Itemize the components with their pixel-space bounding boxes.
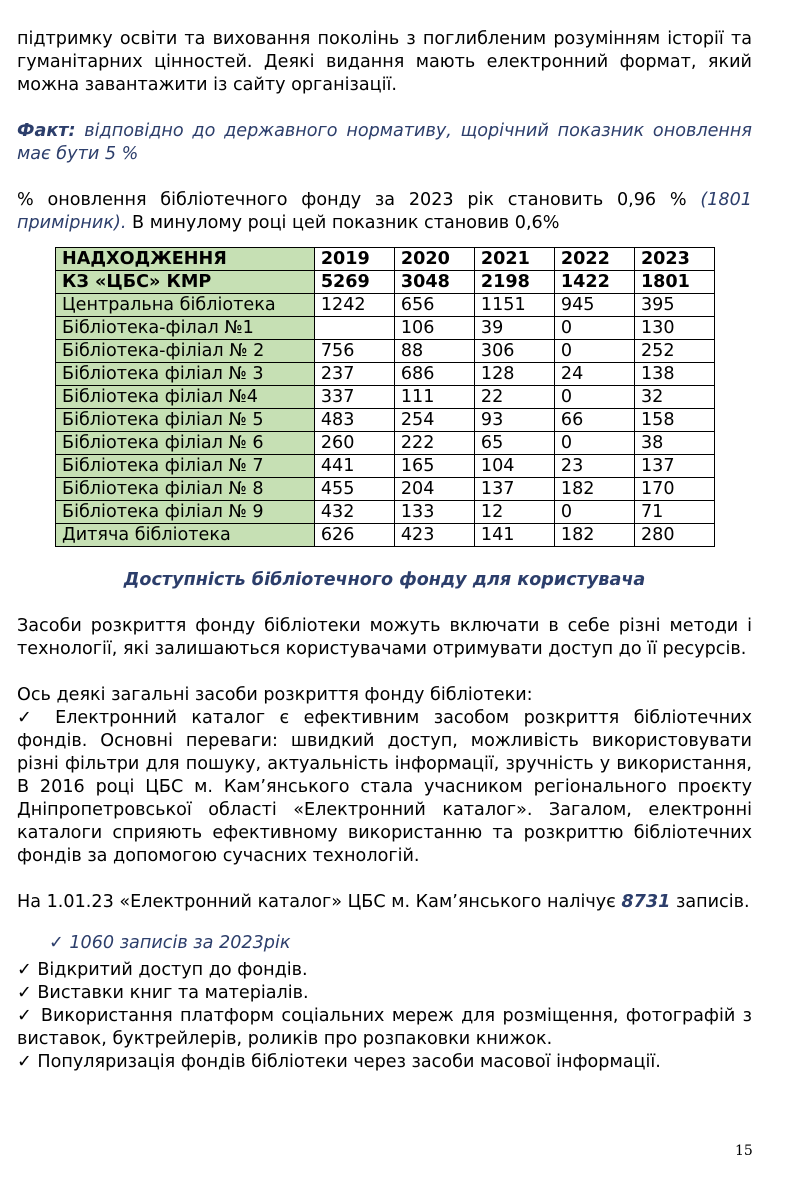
value-cell: 2021 [474, 248, 554, 271]
value-cell: 423 [394, 524, 474, 547]
value-cell: 32 [634, 386, 714, 409]
row-label-cell: Бібліотека філіал № 7 [56, 455, 315, 478]
row-label-cell: Бібліотека філіал № 8 [56, 478, 315, 501]
table-row [56, 317, 715, 340]
value-cell: 128 [474, 363, 554, 386]
value-cell: 756 [314, 340, 394, 363]
table-row [56, 248, 715, 271]
value-cell: 3048 [394, 271, 474, 294]
row-label-cell: Бібліотека-філіал № 2 [56, 340, 315, 363]
value-cell: 626 [314, 524, 394, 547]
value-cell: 2198 [474, 271, 554, 294]
table-row [56, 524, 715, 547]
value-cell: 38 [634, 432, 714, 455]
value-cell: 0 [554, 386, 634, 409]
value-cell: 455 [314, 478, 394, 501]
value-cell: 1151 [474, 294, 554, 317]
document-page [17, 28, 752, 1074]
value-cell: 165 [394, 455, 474, 478]
value-cell: 182 [554, 478, 634, 501]
value-cell: 483 [314, 409, 394, 432]
records-paragraph [17, 891, 752, 914]
value-cell: 1242 [314, 294, 394, 317]
checklist-item: ✓ Відкритий доступ до фондів. [17, 960, 308, 980]
value-cell: 395 [634, 294, 714, 317]
fact-text: відповідно до державного нормативу, щорічний показник оновлення має бути 5 % [17, 121, 752, 164]
some-means-paragraph: Ось деякі загальні засоби розкриття фонду бібліотеки: [17, 685, 533, 705]
checklist-item: ✓ Виставки книг та матеріалів. [17, 983, 309, 1003]
value-cell [314, 317, 394, 340]
value-cell: 0 [554, 340, 634, 363]
value-cell: 656 [394, 294, 474, 317]
value-cell: 280 [634, 524, 714, 547]
records-text-end: записів. [670, 892, 750, 912]
page-number: 15 [735, 1143, 753, 1159]
value-cell: 170 [634, 478, 714, 501]
value-cell: 137 [634, 455, 714, 478]
value-cell: 88 [394, 340, 474, 363]
renewal-text-end: В минулому році цей показник становив 0,6% [126, 213, 560, 233]
checklist [17, 959, 752, 1074]
row-label-cell: КЗ «ЦБС» КМР [56, 271, 315, 294]
value-cell: 12 [474, 501, 554, 524]
value-cell: 306 [474, 340, 554, 363]
value-cell: 0 [554, 432, 634, 455]
table-row [56, 501, 715, 524]
value-cell: 441 [314, 455, 394, 478]
value-cell: 945 [554, 294, 634, 317]
table-row [56, 409, 715, 432]
row-label-cell: Бібліотека філіал № 5 [56, 409, 315, 432]
value-cell: 2020 [394, 248, 474, 271]
records-2023: ✓ 1060 записів за 2023рік [49, 933, 291, 953]
row-label-cell: Бібліотека філіал № 6 [56, 432, 315, 455]
value-cell: 337 [314, 386, 394, 409]
means-paragraph: Засоби розкриття фонду бібліотеки можуть включати в себе різні методи і технології, які залишаються користувачами отримувати доступ до її ресурсів. [17, 616, 752, 659]
value-cell: 252 [634, 340, 714, 363]
table-row [56, 455, 715, 478]
value-cell: 65 [474, 432, 554, 455]
table-row [56, 271, 715, 294]
value-cell: 39 [474, 317, 554, 340]
row-label-cell: Бібліотека філіал № 3 [56, 363, 315, 386]
value-cell: 24 [554, 363, 634, 386]
value-cell: 0 [554, 501, 634, 524]
row-label-cell: Бібліотека філіал № 9 [56, 501, 315, 524]
value-cell: 138 [634, 363, 714, 386]
table-row [56, 386, 715, 409]
section-title: Доступність бібліотечного фонду для користувача [123, 570, 646, 590]
value-cell: 237 [314, 363, 394, 386]
value-cell: 2022 [554, 248, 634, 271]
value-cell: 130 [634, 317, 714, 340]
catalog-paragraph: ✓ Електронний каталог є ефективним засобом розкриття бібліотечних фондів. Основні переваги: швидкий доступ, можливість використовувати різні фільтри для пошуку, актуальність інформації, зручність у використання, В 2016 році ЦБС м. Кам’янського стала учасником регіонального проєкту Дніпропетровської області «Електронний каталог». Загалом, електронні каталоги сприяють ефективному використанню та розкриттю бібліотечних фондів за допомогою сучасних технологій. [17, 708, 752, 866]
value-cell: 1422 [554, 271, 634, 294]
acquisitions-table [55, 247, 715, 547]
renewal-text-start: % оновлення бібліотечного фонду за 2023 рік становить 0,96 % [17, 190, 701, 210]
table-row [56, 478, 715, 501]
row-label-cell: НАДХОДЖЕННЯ [56, 248, 315, 271]
row-label-cell: Бібліотека філіал №4 [56, 386, 315, 409]
value-cell: 254 [394, 409, 474, 432]
table-row [56, 432, 715, 455]
fact-label: Факт: [17, 121, 76, 141]
checklist-item: ✓ Використання платформ соціальних мереж для розміщення, фотографій з виставок, буктрейлерів, роликів про розпаковки книжок. [17, 1006, 752, 1049]
records-number: 8731 [621, 892, 671, 912]
value-cell: 111 [394, 386, 474, 409]
value-cell: 1801 [634, 271, 714, 294]
value-cell: 141 [474, 524, 554, 547]
value-cell: 686 [394, 363, 474, 386]
value-cell: 260 [314, 432, 394, 455]
value-cell: 23 [554, 455, 634, 478]
table-row [56, 294, 715, 317]
value-cell: 158 [634, 409, 714, 432]
records-text-start: На 1.01.23 «Електронний каталог» ЦБС м. Кам’янського налічує [17, 892, 622, 912]
value-cell: 71 [634, 501, 714, 524]
value-cell: 93 [474, 409, 554, 432]
table-row [56, 363, 715, 386]
value-cell: 133 [394, 501, 474, 524]
value-cell: 0 [554, 317, 634, 340]
value-cell: 2019 [314, 248, 394, 271]
value-cell: 182 [554, 524, 634, 547]
table-row [56, 340, 715, 363]
checklist-item: ✓ Популяризація фондів бібліотеки через засоби масової інформації. [17, 1052, 661, 1072]
row-label-cell: Дитяча бібліотека [56, 524, 315, 547]
value-cell: 5269 [314, 271, 394, 294]
renewal-highlight: (1801 примірник). [17, 190, 752, 233]
value-cell: 432 [314, 501, 394, 524]
value-cell: 2023 [634, 248, 714, 271]
fact-paragraph [17, 120, 752, 166]
value-cell: 204 [394, 478, 474, 501]
value-cell: 66 [554, 409, 634, 432]
value-cell: 22 [474, 386, 554, 409]
renewal-paragraph [17, 189, 752, 235]
value-cell: 104 [474, 455, 554, 478]
value-cell: 137 [474, 478, 554, 501]
value-cell: 222 [394, 432, 474, 455]
row-label-cell: Бібліотека-філал №1 [56, 317, 315, 340]
value-cell: 106 [394, 317, 474, 340]
row-label-cell: Центральна бібліотека [56, 294, 315, 317]
intro-paragraph: підтримку освіти та виховання поколінь з поглибленим розумінням історії та гуманітарних цінностей. Деякі видання мають електронний формат, який можна завантажити із сайту організації. [17, 29, 752, 95]
